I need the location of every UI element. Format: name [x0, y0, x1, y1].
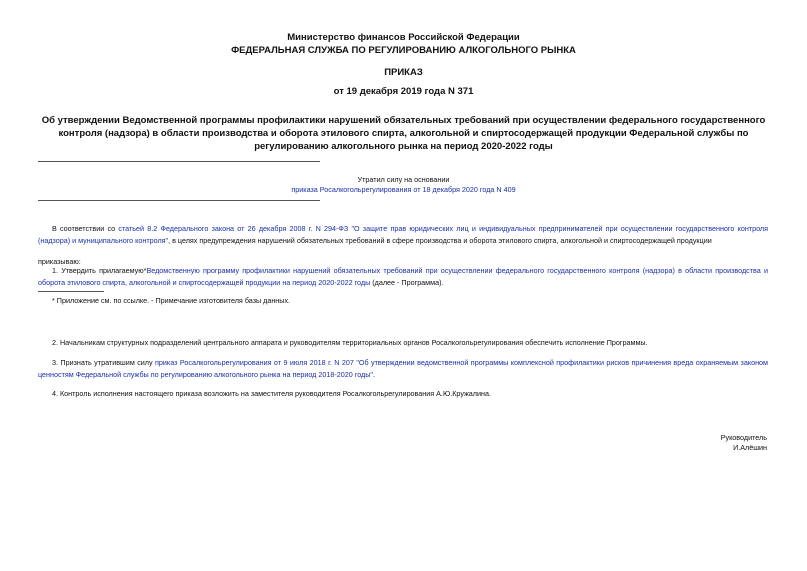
signature-name: И.Алёшин	[733, 443, 767, 452]
signature-position: Руководитель	[720, 433, 767, 442]
footnote-divider	[38, 291, 104, 292]
item-text: 1. Утвердить прилагаемую*	[52, 266, 147, 275]
order-word: приказываю:	[38, 257, 81, 266]
law-link[interactable]: статьей 8.2 Федерального закона от 26 декабря 2008 г. N 294-ФЗ "О защите прав юридических лиц и индивидуальных предпринимателей при осуществлении государственного контроля (надзора) и муниципального контроля"	[38, 224, 769, 245]
agency-name: ФЕДЕРАЛЬНАЯ СЛУЖБА ПО РЕГУЛИРОВАНИЮ АЛКОГОЛЬНОГО РЫНКА	[231, 45, 576, 56]
document-title: Об утверждении Ведомственной программы профилактики нарушений обязательных требований при осуществлении федерального государственного контроля (надзора) в области производства и оборота этилового спирта, алкогольной и спиртосодержащей продукции Федеральной службы по регулированию алкогольного рынка на период 2020-2022 годы	[41, 115, 766, 152]
repealed-order-link[interactable]: приказ Росалкогольрегулирования от 9 июля 2018 г. N 207 "Об утверждении ведомственной программы комплексной профилактики рисков причинения вреда охраняемым законом ценностям Федеральной службы по регулированию алкогольного рынка на период 2018-2020 годы"	[38, 358, 768, 379]
preamble-text: В соответствии со	[52, 224, 119, 233]
item-2: 2. Начальникам структурных подразделений центрального аппарата и руководителям территориальных органов Росалкогольрегулирования обеспечить исполнение Программы.	[52, 338, 648, 347]
lost-force-note: Утратил силу на основании	[357, 175, 450, 184]
item-text: 3. Признать утратившим силу	[52, 358, 156, 367]
preamble-text: , в целях предупреждения нарушений обязательных требований в сфере производства и оборота этилового спирта, алкогольной и спиртосодержащей продукции	[168, 235, 712, 245]
lost-force-link[interactable]: приказа Росалкогольрегулирования от 18 декабря 2020 года N 409	[291, 185, 516, 194]
ministry-name: Министерство финансов Российской Федерации	[287, 32, 520, 43]
divider	[38, 161, 320, 162]
document-date-number: от 19 декабря 2019 года N 371	[333, 86, 474, 97]
preamble	[38, 223, 768, 246]
item-4: 4. Контроль исполнения настоящего приказа возложить на заместителя руководителя Росалкогольрегулирования А.Ю.Кружалина.	[52, 389, 491, 398]
item-text: (далее - Программа).	[370, 277, 444, 287]
item-text: .	[372, 369, 375, 379]
divider	[38, 200, 320, 201]
document-type: ПРИКАЗ	[384, 67, 423, 78]
item-1	[38, 265, 768, 288]
program-link[interactable]: Ведомственную программу профилактики нарушений обязательных требований при осуществлении федерального государственного контроля (надзора) в области производства и оборота этилового спирта, алкогольной и спиртосодержащей продукции на период 2020-2022 годы	[38, 266, 769, 287]
item-3	[38, 357, 768, 380]
footnote: * Приложение см. по ссылке. - Примечание изготовителя базы данных.	[52, 296, 291, 305]
